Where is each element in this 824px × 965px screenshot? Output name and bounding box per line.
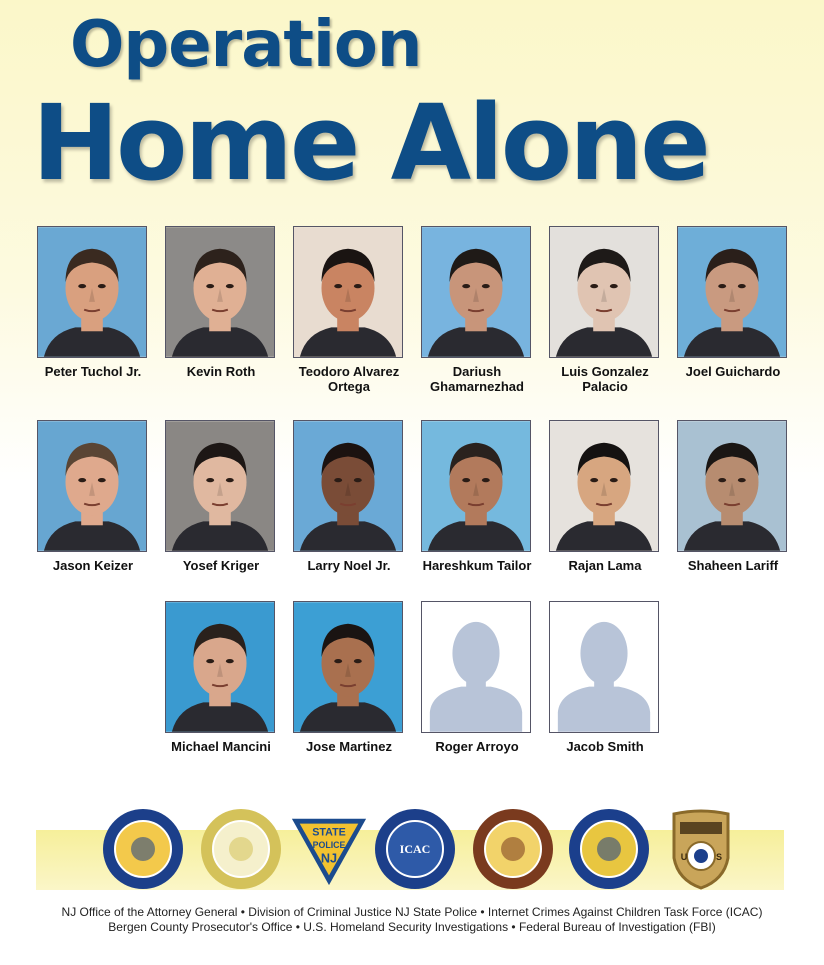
face-portrait-icon xyxy=(166,227,274,357)
suspect-photo xyxy=(421,601,531,733)
suspect-name: Larry Noel Jr. xyxy=(307,558,391,573)
svg-text:U: U xyxy=(680,852,688,862)
title-line-1: Operation xyxy=(70,8,422,82)
suspect-name: Jacob Smith xyxy=(566,739,644,754)
suspect-name: Luis Gonzalez Palacio xyxy=(561,364,649,394)
suspect-card xyxy=(293,601,405,754)
face-portrait-icon xyxy=(550,421,658,551)
title-line-2: Home Alone xyxy=(32,82,708,204)
suspect-name: Peter Tuchol Jr. xyxy=(44,364,142,379)
suspect-photo xyxy=(549,601,659,733)
prosecutor-seal xyxy=(472,808,554,890)
credits-line-2: Bergen County Prosecutor's Office • U.S. Homeland Security Investigations • Federal Bureau of Investigation (FBI) xyxy=(108,920,716,934)
state-police-badge xyxy=(288,808,370,890)
suspect-photo xyxy=(293,420,403,552)
suspect-card xyxy=(293,226,405,394)
face-portrait-icon xyxy=(294,421,402,551)
suspect-card xyxy=(37,420,149,573)
suspect-name: Jose Martinez xyxy=(306,739,392,754)
suspect-photo xyxy=(165,420,275,552)
suspect-card xyxy=(677,226,789,379)
suspect-name: Michael Mancini xyxy=(171,739,271,754)
suspect-card xyxy=(165,226,277,379)
svg-text:POLICE: POLICE xyxy=(312,840,346,851)
suspect-card xyxy=(293,420,405,573)
face-portrait-icon xyxy=(678,227,786,357)
suspect-photo xyxy=(549,420,659,552)
fbi-seal xyxy=(568,808,650,890)
suspect-card xyxy=(421,226,533,394)
suspect-photo xyxy=(421,226,531,358)
attorney-general-seal xyxy=(102,808,184,890)
face-portrait-icon xyxy=(550,227,658,357)
suspect-photo xyxy=(37,226,147,358)
suspect-name: Roger Arroyo xyxy=(435,739,519,754)
face-portrait-icon xyxy=(422,421,530,551)
icac-seal xyxy=(374,808,456,890)
suspect-photo xyxy=(293,601,403,733)
suspect-photo xyxy=(293,226,403,358)
suspect-name: Jason Keizer xyxy=(52,558,134,573)
svg-text:NJ: NJ xyxy=(320,851,338,866)
svg-text:ICAC: ICAC xyxy=(399,842,431,856)
face-portrait-icon xyxy=(38,227,146,357)
suspect-card xyxy=(549,601,661,754)
credits-line-1: NJ Office of the Attorney General • Division of Criminal Justice NJ State Police • Internet Crimes Against Children Task Force (ICAC) xyxy=(61,905,763,919)
suspect-name: Shaheen Lariff xyxy=(687,558,779,573)
suspect-card xyxy=(37,226,149,379)
hsi-badge xyxy=(660,808,742,890)
suspect-card xyxy=(677,420,789,573)
svg-text:STATE: STATE xyxy=(312,826,346,839)
suspect-name: Hareshkum Tailor xyxy=(422,558,532,573)
face-portrait-icon xyxy=(38,421,146,551)
suspect-card xyxy=(421,420,533,573)
suspect-photo xyxy=(421,420,531,552)
criminal-justice-seal xyxy=(200,808,282,890)
face-portrait-icon xyxy=(166,421,274,551)
suspect-photo xyxy=(37,420,147,552)
suspect-name: Rajan Lama xyxy=(568,558,642,573)
suspect-card xyxy=(549,420,661,573)
silhouette-icon xyxy=(422,602,530,732)
suspect-card xyxy=(421,601,533,754)
svg-text:S: S xyxy=(715,852,723,862)
suspect-photo xyxy=(677,420,787,552)
suspect-name: Teodoro Alvarez Ortega xyxy=(298,364,400,394)
silhouette-icon xyxy=(550,602,658,732)
suspect-photo xyxy=(549,226,659,358)
suspect-photo xyxy=(165,226,275,358)
face-portrait-icon xyxy=(294,602,402,732)
suspect-name: Joel Guichardo xyxy=(685,364,781,379)
face-portrait-icon xyxy=(294,227,402,357)
suspect-name: Kevin Roth xyxy=(186,364,256,379)
suspect-card xyxy=(549,226,661,394)
suspect-name: Dariush Ghamarnezhad xyxy=(430,364,524,394)
face-portrait-icon xyxy=(678,421,786,551)
face-portrait-icon xyxy=(422,227,530,357)
suspect-card xyxy=(165,601,277,754)
suspect-card xyxy=(165,420,277,573)
suspect-photo xyxy=(677,226,787,358)
suspect-photo xyxy=(165,601,275,733)
face-portrait-icon xyxy=(166,602,274,732)
suspect-name: Yosef Kriger xyxy=(182,558,260,573)
